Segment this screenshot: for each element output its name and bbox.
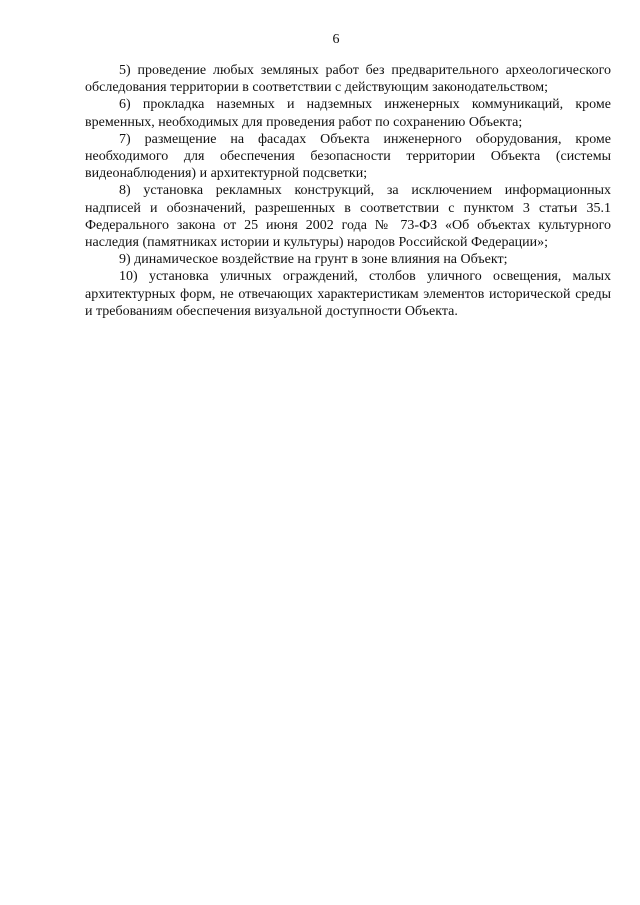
- list-item: [85, 131, 611, 183]
- item-text: проведение любых земляных работ без предварительного археологического обследования территории в соответствии с действующим законодательством;: [85, 63, 612, 96]
- list-item: [85, 96, 611, 130]
- item-text: динамическое воздействие на грунт в зоне влияния на Объект;: [134, 252, 508, 268]
- list-item: [85, 251, 611, 268]
- item-text: установка уличных ограждений, столбов уличного освещения, малых архитектурных форм, не отвечающих характеристикам элементов исторической среды и требованиям обеспечения визуальной доступности Объекта.: [85, 269, 612, 319]
- item-number: 8): [119, 183, 131, 199]
- item-number: 5): [119, 63, 131, 78]
- item-number: 6): [119, 97, 131, 113]
- item-number: 7): [119, 131, 131, 147]
- item-number: 9): [119, 252, 131, 268]
- page-number: 6: [332, 32, 340, 47]
- item-text: прокладка наземных и надземных инженерных коммуникаций, кроме временных, необходимых для проведения работ по сохранению Объекта;: [85, 97, 611, 130]
- list-item: [85, 62, 611, 96]
- item-number: 10): [119, 269, 138, 285]
- list-item: [85, 268, 611, 320]
- item-text: размещение на фасадах Объекта инженерного оборудования, кроме необходимого для обеспечения безопасности территории Объекта (системы видеонаблюдения) и архитектурной подсветки;: [85, 131, 612, 182]
- list-item: [85, 182, 611, 251]
- document-body: [85, 62, 611, 320]
- item-text: установка рекламных конструкций, за исключением информационных надписей и обозначений, разрешенных в соответствии с пунктом 3 статьи 35.1 Федерального закона от 25 июня 2002 года № 73-ФЗ «Об объектах культурного наследия (памятниках истории и культуры) народов Российской Федерации»;: [85, 183, 612, 251]
